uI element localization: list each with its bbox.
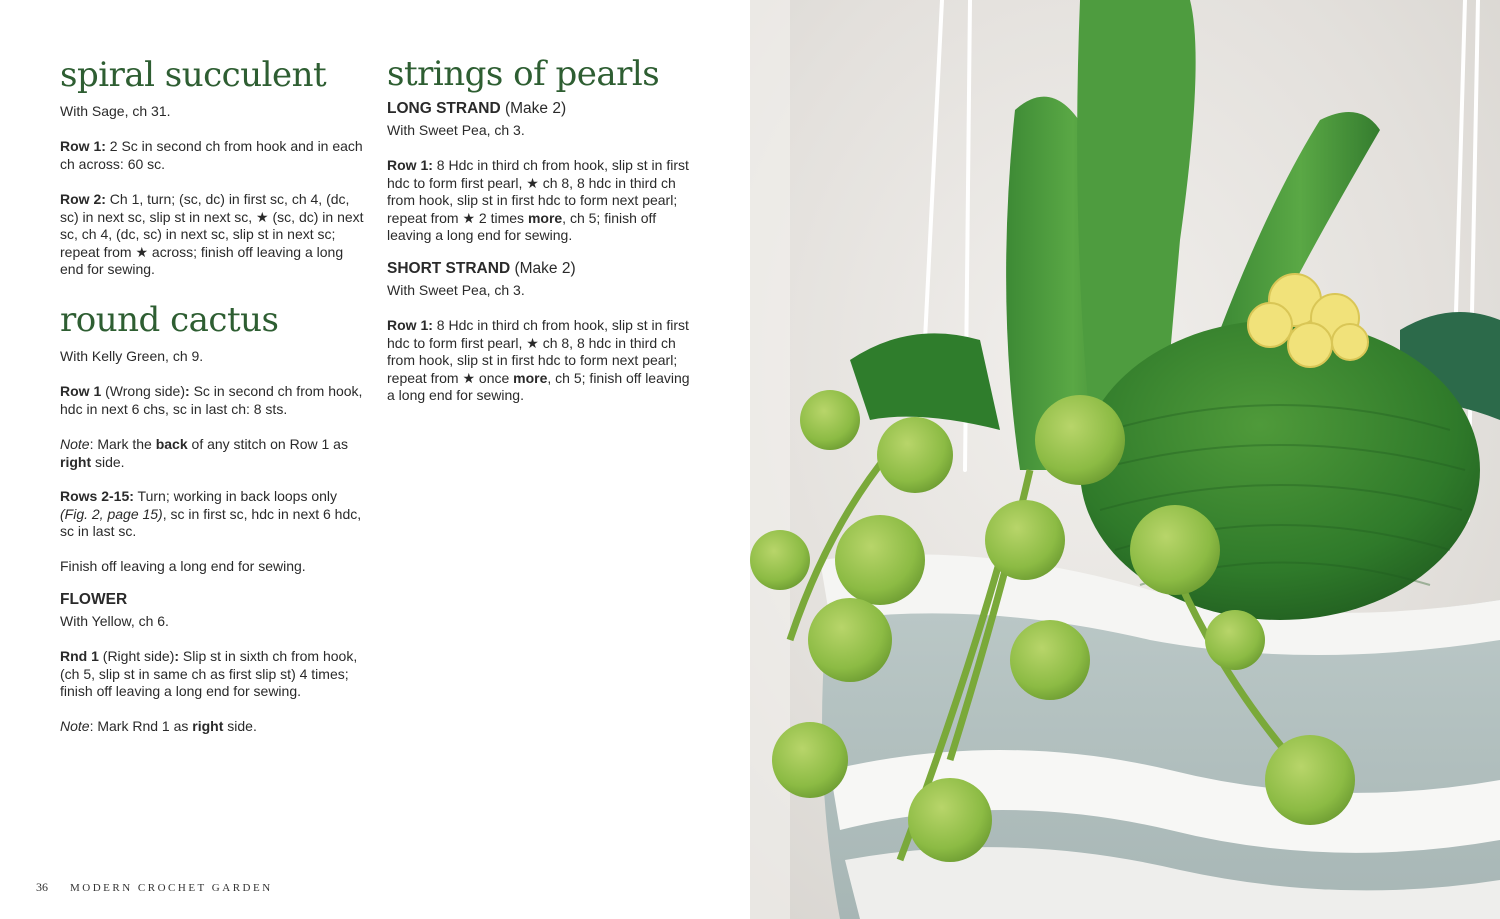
note-text: side. (91, 453, 125, 470)
spiral-row-2-label: Row 2: (60, 191, 106, 207)
page-footer (36, 880, 273, 895)
spiral-row-1-label: Row 1: (60, 138, 106, 154)
note-label: Note (60, 718, 90, 734)
flower-heading-text: FLOWER (60, 591, 128, 608)
crochet-planter-photo (750, 0, 1500, 919)
long-strand-heading (387, 99, 692, 119)
note-text: : Mark Rnd 1 as (89, 718, 193, 734)
planter-illustration (750, 0, 1500, 919)
short-strand-heading (387, 259, 692, 279)
cactus-row-1 (60, 383, 365, 418)
cactus-note-2 (60, 718, 365, 736)
short-row-emphasis: more (513, 369, 548, 386)
note-emphasis: right (60, 453, 92, 470)
round-cactus-title: round cactus (60, 300, 279, 340)
long-row-label: Row 1: (387, 157, 433, 173)
spiral-row-1 (60, 138, 365, 173)
flower-rnd-text: Slip st in sixth ch from hook, (ch 5, slip st in same ch as first slip st) 4 times; finish off leaving a long end for sewing. (60, 648, 358, 699)
figure-reference: (Fig. 2, page 15) (60, 505, 163, 522)
note-emphasis: right (192, 718, 224, 734)
cactus-finish: Finish off leaving a long end for sewing. (60, 558, 306, 574)
note-emphasis: back (155, 436, 188, 452)
spiral-row-1-text: 2 Sc in second ch from hook and in each ch across: 60 sc. (60, 138, 363, 172)
flower-heading (60, 590, 365, 610)
long-strand-row-1 (387, 157, 692, 245)
flower-rnd-side: (Right side) (98, 648, 175, 664)
long-row-text: 8 Hdc in third ch from hook, slip st in first hdc to form first pearl, ★ ch 8, 8 hdc in third ch from hook, slip st in first hdc to form next pearl; repeat from ★ 2 times (387, 157, 689, 226)
long-row-text: , ch 5; finish off leaving a long end for sewing. (387, 209, 657, 243)
page-number: 36 (36, 880, 48, 894)
cactus-note-1 (60, 436, 365, 471)
cactus-rows-label: Rows 2-15: (60, 488, 134, 504)
strings-of-pearls-title: strings of pearls (387, 54, 660, 94)
spiral-intro: With Sage, ch 31. (60, 103, 171, 119)
cactus-row-1-label: Row 1 (60, 383, 102, 399)
note-label: Note (60, 436, 90, 452)
cactus-row-1-colon: : (185, 383, 190, 399)
cactus-intro: With Kelly Green, ch 9. (60, 348, 204, 364)
book-title: MODERN CROCHET GARDEN (70, 882, 273, 894)
long-strand-intro: With Sweet Pea, ch 3. (387, 122, 525, 138)
cactus-rows-text: Turn; working in back loops only (133, 488, 338, 504)
flower-rnd-colon: : (174, 648, 180, 664)
short-strand-intro: With Sweet Pea, ch 3. (387, 282, 525, 298)
spiral-row-2-text: Ch 1, turn; (sc, dc) in first sc, ch 4, (dc, sc) in next sc, slip st in next sc, ★ (sc, dc) in next sc, ch 4, (dc, sc) in next sc, slip st in next sc; repeat from ★ across; finish off leaving a long end for sewing. (60, 191, 364, 277)
short-strand-heading-text: SHORT STRAND (387, 260, 511, 277)
cactus-row-1-text: Sc in second ch from hook, hdc in next 6 chs, sc in last ch: 8 sts. (60, 383, 363, 417)
note-text: : Mark the (89, 436, 156, 452)
flower-rnd-label: Rnd 1 (60, 648, 99, 664)
short-row-label: Row 1: (387, 317, 433, 333)
cactus-rows-text: , sc in first sc, hdc in next 6 hdc, sc in last sc. (60, 505, 362, 539)
short-row-text: , ch 5; finish off leaving a long end for sewing. (387, 369, 690, 403)
note-text: of any stitch on Row 1 as (187, 436, 348, 452)
short-strand-row-1 (387, 317, 692, 405)
long-row-emphasis: more (527, 209, 563, 226)
spiral-row-2 (60, 191, 365, 279)
long-strand-make: (Make 2) (500, 100, 567, 117)
spiral-succulent-title: spiral succulent (60, 55, 327, 95)
short-strand-make: (Make 2) (510, 260, 576, 277)
flower-rnd-1 (60, 648, 365, 701)
short-row-text: 8 Hdc in third ch from hook, slip st in first hdc to form first pearl, ★ ch 8, 8 hdc in third ch from hook, slip st in first hdc to form next pearl; repeat from ★ once (387, 317, 689, 386)
long-strand-heading-text: LONG STRAND (387, 100, 501, 117)
cactus-rows-2-15 (60, 488, 365, 541)
cactus-row-1-side: (Wrong side) (101, 383, 186, 399)
note-text: side. (223, 718, 257, 734)
flower-intro: With Yellow, ch 6. (60, 613, 169, 629)
